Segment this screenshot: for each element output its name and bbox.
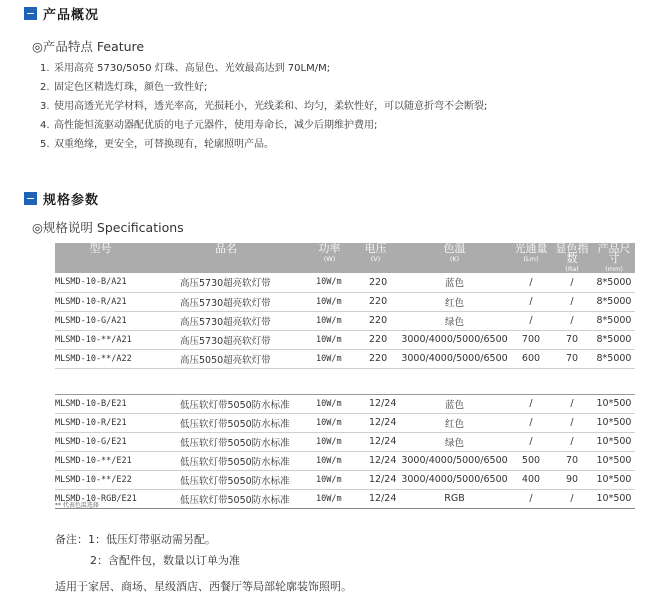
table-cell: 3000/4000/5000/6500 — [398, 330, 511, 349]
table-row — [55, 330, 635, 349]
table-cell: MLSMD-10-G/A21 — [55, 311, 146, 330]
table-cell: MLSMD-10-**/A22 — [55, 349, 146, 368]
table-cell: 高压5730超亮软灯带 — [146, 273, 306, 292]
table-cell: 低压软灯带5050防水标准 — [146, 394, 306, 413]
table-cell: / — [551, 432, 593, 451]
minus-square-icon — [24, 7, 37, 20]
table-cell: MLSMD-10-**/E21 — [55, 451, 146, 470]
table-cell: MLSMD-10-RGB/E21 — [55, 489, 146, 508]
column-header: 型号 — [55, 243, 146, 273]
note-2: 2：含配件包，数量以订单为准 — [90, 554, 240, 567]
table-cell: 600 — [511, 349, 551, 368]
table-cell: 8*5000 — [593, 349, 635, 368]
overview-heading — [24, 4, 99, 22]
table-row — [55, 349, 635, 368]
table-cell: / — [511, 432, 551, 451]
spec-table — [55, 243, 635, 509]
table-cell: 红色 — [398, 413, 511, 432]
feature-item: 1. 采用高亮 5730/5050 灯珠、高显色、光效最高达到 70LM/M; — [40, 63, 331, 74]
feature-item: 4. 高性能恒流驱动器配优质的电子元器件，使用寿命长，减少后期维护费用; — [40, 120, 378, 131]
table-cell: / — [551, 311, 593, 330]
table-cell: 3000/4000/5000/6500 — [398, 349, 511, 368]
table-cell: 10W/m — [306, 394, 353, 413]
table-cell: 绿色 — [398, 311, 511, 330]
table-cell: MLSMD-10-R/A21 — [55, 292, 146, 311]
column-header: 显色指数 (Ra) — [551, 243, 593, 273]
table-cell: 70 — [551, 349, 593, 368]
note-1: 备注：1：低压灯带驱动需另配。 — [55, 533, 216, 546]
table-cell: / — [511, 489, 551, 508]
table-row — [55, 489, 635, 508]
table-cell: 10W/m — [306, 273, 353, 292]
table-cell: 70 — [551, 330, 593, 349]
table-cell: / — [511, 311, 551, 330]
table-cell: 10W/m — [306, 330, 353, 349]
table-cell: 10W/m — [306, 432, 353, 451]
table-cell: / — [551, 292, 593, 311]
table-cell: 10W/m — [306, 470, 353, 489]
column-header: 品名 — [146, 243, 306, 273]
table-cell: 低压软灯带5050防水标准 — [146, 432, 306, 451]
table-cell: 蓝色 — [398, 394, 511, 413]
table-cell: 绿色 — [398, 432, 511, 451]
table-cell: 220 — [353, 330, 398, 349]
table-row — [55, 451, 635, 470]
table-row — [55, 273, 635, 292]
table-row — [55, 311, 635, 330]
table-row — [55, 394, 635, 413]
table-row — [55, 413, 635, 432]
table-cell: MLSMD-10-**/E22 — [55, 470, 146, 489]
table-cell: 8*5000 — [593, 311, 635, 330]
table-header-row — [55, 243, 635, 273]
specs-heading — [24, 189, 99, 207]
table-cell: 10*500 — [593, 489, 635, 508]
table-cell: 高压5050超亮软灯带 — [146, 349, 306, 368]
usage-text: 适用于家居、商场、星级酒店、西餐厅等局部轮廓装饰照明。 — [55, 580, 352, 593]
table-cell: 10*500 — [593, 470, 635, 489]
table-cell: 12/24 — [353, 451, 398, 470]
table-cell: 10*500 — [593, 432, 635, 451]
overview-title: 产品概况 — [43, 7, 100, 23]
footnote: ** 代表色温选择 — [55, 502, 99, 509]
spec-subheading: ◎规格说明 Specifications — [32, 220, 184, 235]
minus-square-icon — [24, 192, 37, 205]
feature-subheading: ◎产品特点 Feature — [32, 39, 145, 54]
table-cell: 10W/m — [306, 311, 353, 330]
table-cell: 高压5730超亮软灯带 — [146, 292, 306, 311]
table-row — [55, 470, 635, 489]
specs-title: 规格参数 — [43, 192, 100, 208]
table-cell: 10W/m — [306, 451, 353, 470]
column-header: 产品尺寸 (mm) — [593, 243, 635, 273]
table-cell: 12/24 — [353, 432, 398, 451]
table-cell: 10W/m — [306, 413, 353, 432]
table-cell: 12/24 — [353, 413, 398, 432]
table-cell: / — [511, 292, 551, 311]
table-cell: 10W/m — [306, 489, 353, 508]
table-cell: / — [511, 394, 551, 413]
group-spacer — [55, 368, 635, 394]
table-cell: MLSMD-10-G/E21 — [55, 432, 146, 451]
column-header: 电压 (V) — [353, 243, 398, 273]
table-cell: 3000/4000/5000/6500 — [398, 470, 511, 489]
table-cell: 8*5000 — [593, 292, 635, 311]
table-cell: MLSMD-10-**/A21 — [55, 330, 146, 349]
feature-list — [40, 59, 630, 154]
table-cell: 12/24 — [353, 470, 398, 489]
table-row — [55, 292, 635, 311]
table-cell: 220 — [353, 349, 398, 368]
table-cell: 70 — [551, 451, 593, 470]
table-cell: 3000/4000/5000/6500 — [398, 451, 511, 470]
table-cell: MLSMD-10-B/A21 — [55, 273, 146, 292]
feature-item: 3. 使用高透光光学材料，透光率高，光损耗小，光线柔和、均匀，柔软性好，可以随意折弯不会断裂; — [40, 101, 488, 112]
table-cell: 8*5000 — [593, 273, 635, 292]
table-row — [55, 432, 635, 451]
table-cell: / — [551, 413, 593, 432]
notes — [55, 529, 240, 571]
table-cell: 12/24 — [353, 489, 398, 508]
table-cell: / — [511, 413, 551, 432]
table-cell: RGB — [398, 489, 511, 508]
table-cell: 10W/m — [306, 349, 353, 368]
table-cell: 红色 — [398, 292, 511, 311]
table-cell: MLSMD-10-B/E21 — [55, 394, 146, 413]
table-cell: / — [551, 489, 593, 508]
table-cell: 500 — [511, 451, 551, 470]
table-cell: 10W/m — [306, 292, 353, 311]
feature-item: 2. 固定色区精选灯珠，颜色一致性好; — [40, 82, 208, 93]
column-header: 光通量 (Lm) — [511, 243, 551, 273]
table-cell: 220 — [353, 292, 398, 311]
table-cell: 220 — [353, 273, 398, 292]
table-cell: 10*500 — [593, 394, 635, 413]
table-cell: / — [511, 273, 551, 292]
column-header: 色温 (K) — [398, 243, 511, 273]
table-cell: / — [551, 394, 593, 413]
table-cell: 8*5000 — [593, 330, 635, 349]
column-header: 功率 (W) — [306, 243, 353, 273]
table-cell: 低压软灯带5050防水标准 — [146, 451, 306, 470]
table-cell: 90 — [551, 470, 593, 489]
feature-item: 5. 双重绝缘，更安全，可替换现有，轮廓照明产品。 — [40, 139, 274, 150]
table-cell: 高压5730超亮软灯带 — [146, 330, 306, 349]
table-cell: 低压软灯带5050防水标准 — [146, 413, 306, 432]
table-cell: 400 — [511, 470, 551, 489]
table-cell: MLSMD-10-R/E21 — [55, 413, 146, 432]
table-cell: 700 — [511, 330, 551, 349]
table-cell: 高压5730超亮软灯带 — [146, 311, 306, 330]
table-cell: 低压软灯带5050防水标准 — [146, 489, 306, 508]
table-cell: / — [551, 273, 593, 292]
table-cell: 220 — [353, 311, 398, 330]
table-cell: 10*500 — [593, 451, 635, 470]
table-cell: 10*500 — [593, 413, 635, 432]
table-cell: 12/24 — [353, 394, 398, 413]
table-cell: 蓝色 — [398, 273, 511, 292]
table-cell: 低压软灯带5050防水标准 — [146, 470, 306, 489]
